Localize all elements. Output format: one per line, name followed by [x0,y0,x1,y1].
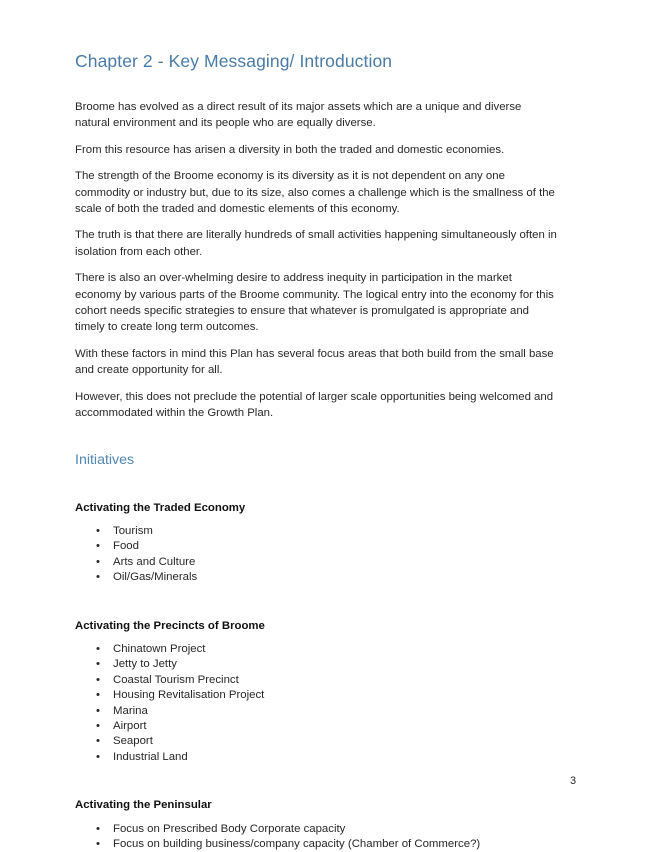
bullet-icon: • [96,750,100,763]
bullet-icon: • [96,838,100,851]
list-item [75,704,557,719]
initiative-section-title: Activating the Peninsular [75,799,212,812]
list-item-label: Housing Revitalisation Project [113,689,265,702]
list-item [75,673,557,688]
list-item [75,822,557,837]
bullet-icon: • [96,571,100,584]
bullet-icon: • [96,524,100,537]
body-paragraph: Broome has evolved as a direct result of its major assets which are a unique and diverse natural environment and its people who are equally diverse. [75,101,522,130]
body-paragraph: However, this does not preclude the potential of larger scale opportunities being welcomed and accommodated within the Growth Plan. [75,390,554,420]
bullet-icon: • [96,720,100,732]
bullet-icon: • [96,658,100,671]
bullet-icon: • [96,735,100,748]
bullet-icon: • [96,540,100,553]
list-item [75,837,557,852]
list-item-label: Food [113,540,139,553]
body-paragraph: With these factors in mind this Plan has several focus areas that both build from the small base and create opportunity for all. [75,347,554,377]
initiatives-heading: Initiatives [75,451,135,468]
list-item-label: Tourism [113,524,153,537]
initiative-list [75,516,557,586]
page-content [75,0,557,852]
list-item [75,719,557,734]
list-item-label: Focus on Prescribed Body Corporate capacity [113,822,346,835]
bullet-icon: • [96,822,100,835]
list-item [75,555,557,570]
list-item-label: Focus on building business/company capacity (Chamber of Commerce?) [113,838,481,851]
list-item [75,570,557,585]
list-item-label: Oil/Gas/Minerals [113,571,198,584]
initiative-section-title: Activating the Traded Economy [75,501,246,514]
list-item-label: Jetty to Jetty [113,658,177,671]
body-paragraph: The truth is that there are literally hundreds of small activities happening simultaneously often in isolation from each other. [75,229,557,258]
list-item-label: Coastal Tourism Precinct [113,673,239,686]
list-item [75,734,557,749]
list-item [75,539,557,554]
initiative-section-title: Activating the Precincts of Broome [75,619,265,632]
list-item [75,524,557,539]
list-item-label: Arts and Culture [113,555,196,568]
body-paragraph: From this resource has arisen a diversity in both the traded and domestic economies. [75,143,505,156]
list-item [75,657,557,672]
body-paragraph: There is also an over-whelming desire to address inequity in participation in the market economy by various parts of the Broome community. The logical entry into the economy for this cohort needs specific strategies to ensure that whatever is promulgated is appropriate and timely to create long term outcomes. [75,272,554,334]
bullet-icon: • [96,642,100,655]
list-item [75,642,557,657]
list-item-label: Seaport [113,735,153,748]
list-item-label: Industrial Land [113,750,188,763]
page-number: 3 [570,775,576,787]
list-item-label: Chinatown Project [113,642,206,655]
list-item-label: Marina [113,704,148,717]
bullet-icon: • [96,689,100,702]
bullet-icon: • [96,704,100,717]
list-item [75,750,557,765]
initiative-list [75,814,557,852]
list-item-label: Airport [113,720,147,732]
list-item [75,688,557,703]
bullet-icon: • [96,673,100,686]
initiative-list [75,634,557,765]
chapter-heading: Chapter 2 - Key Messaging/ Introduction [75,51,393,71]
body-paragraph: The strength of the Broome economy is its diversity as it is not dependent on any one commodity or industry but, due to its size, also comes a challenge which is the smallness of the scale of both the traded and domestic elements of this economy. [75,170,555,216]
bullet-icon: • [96,555,100,568]
